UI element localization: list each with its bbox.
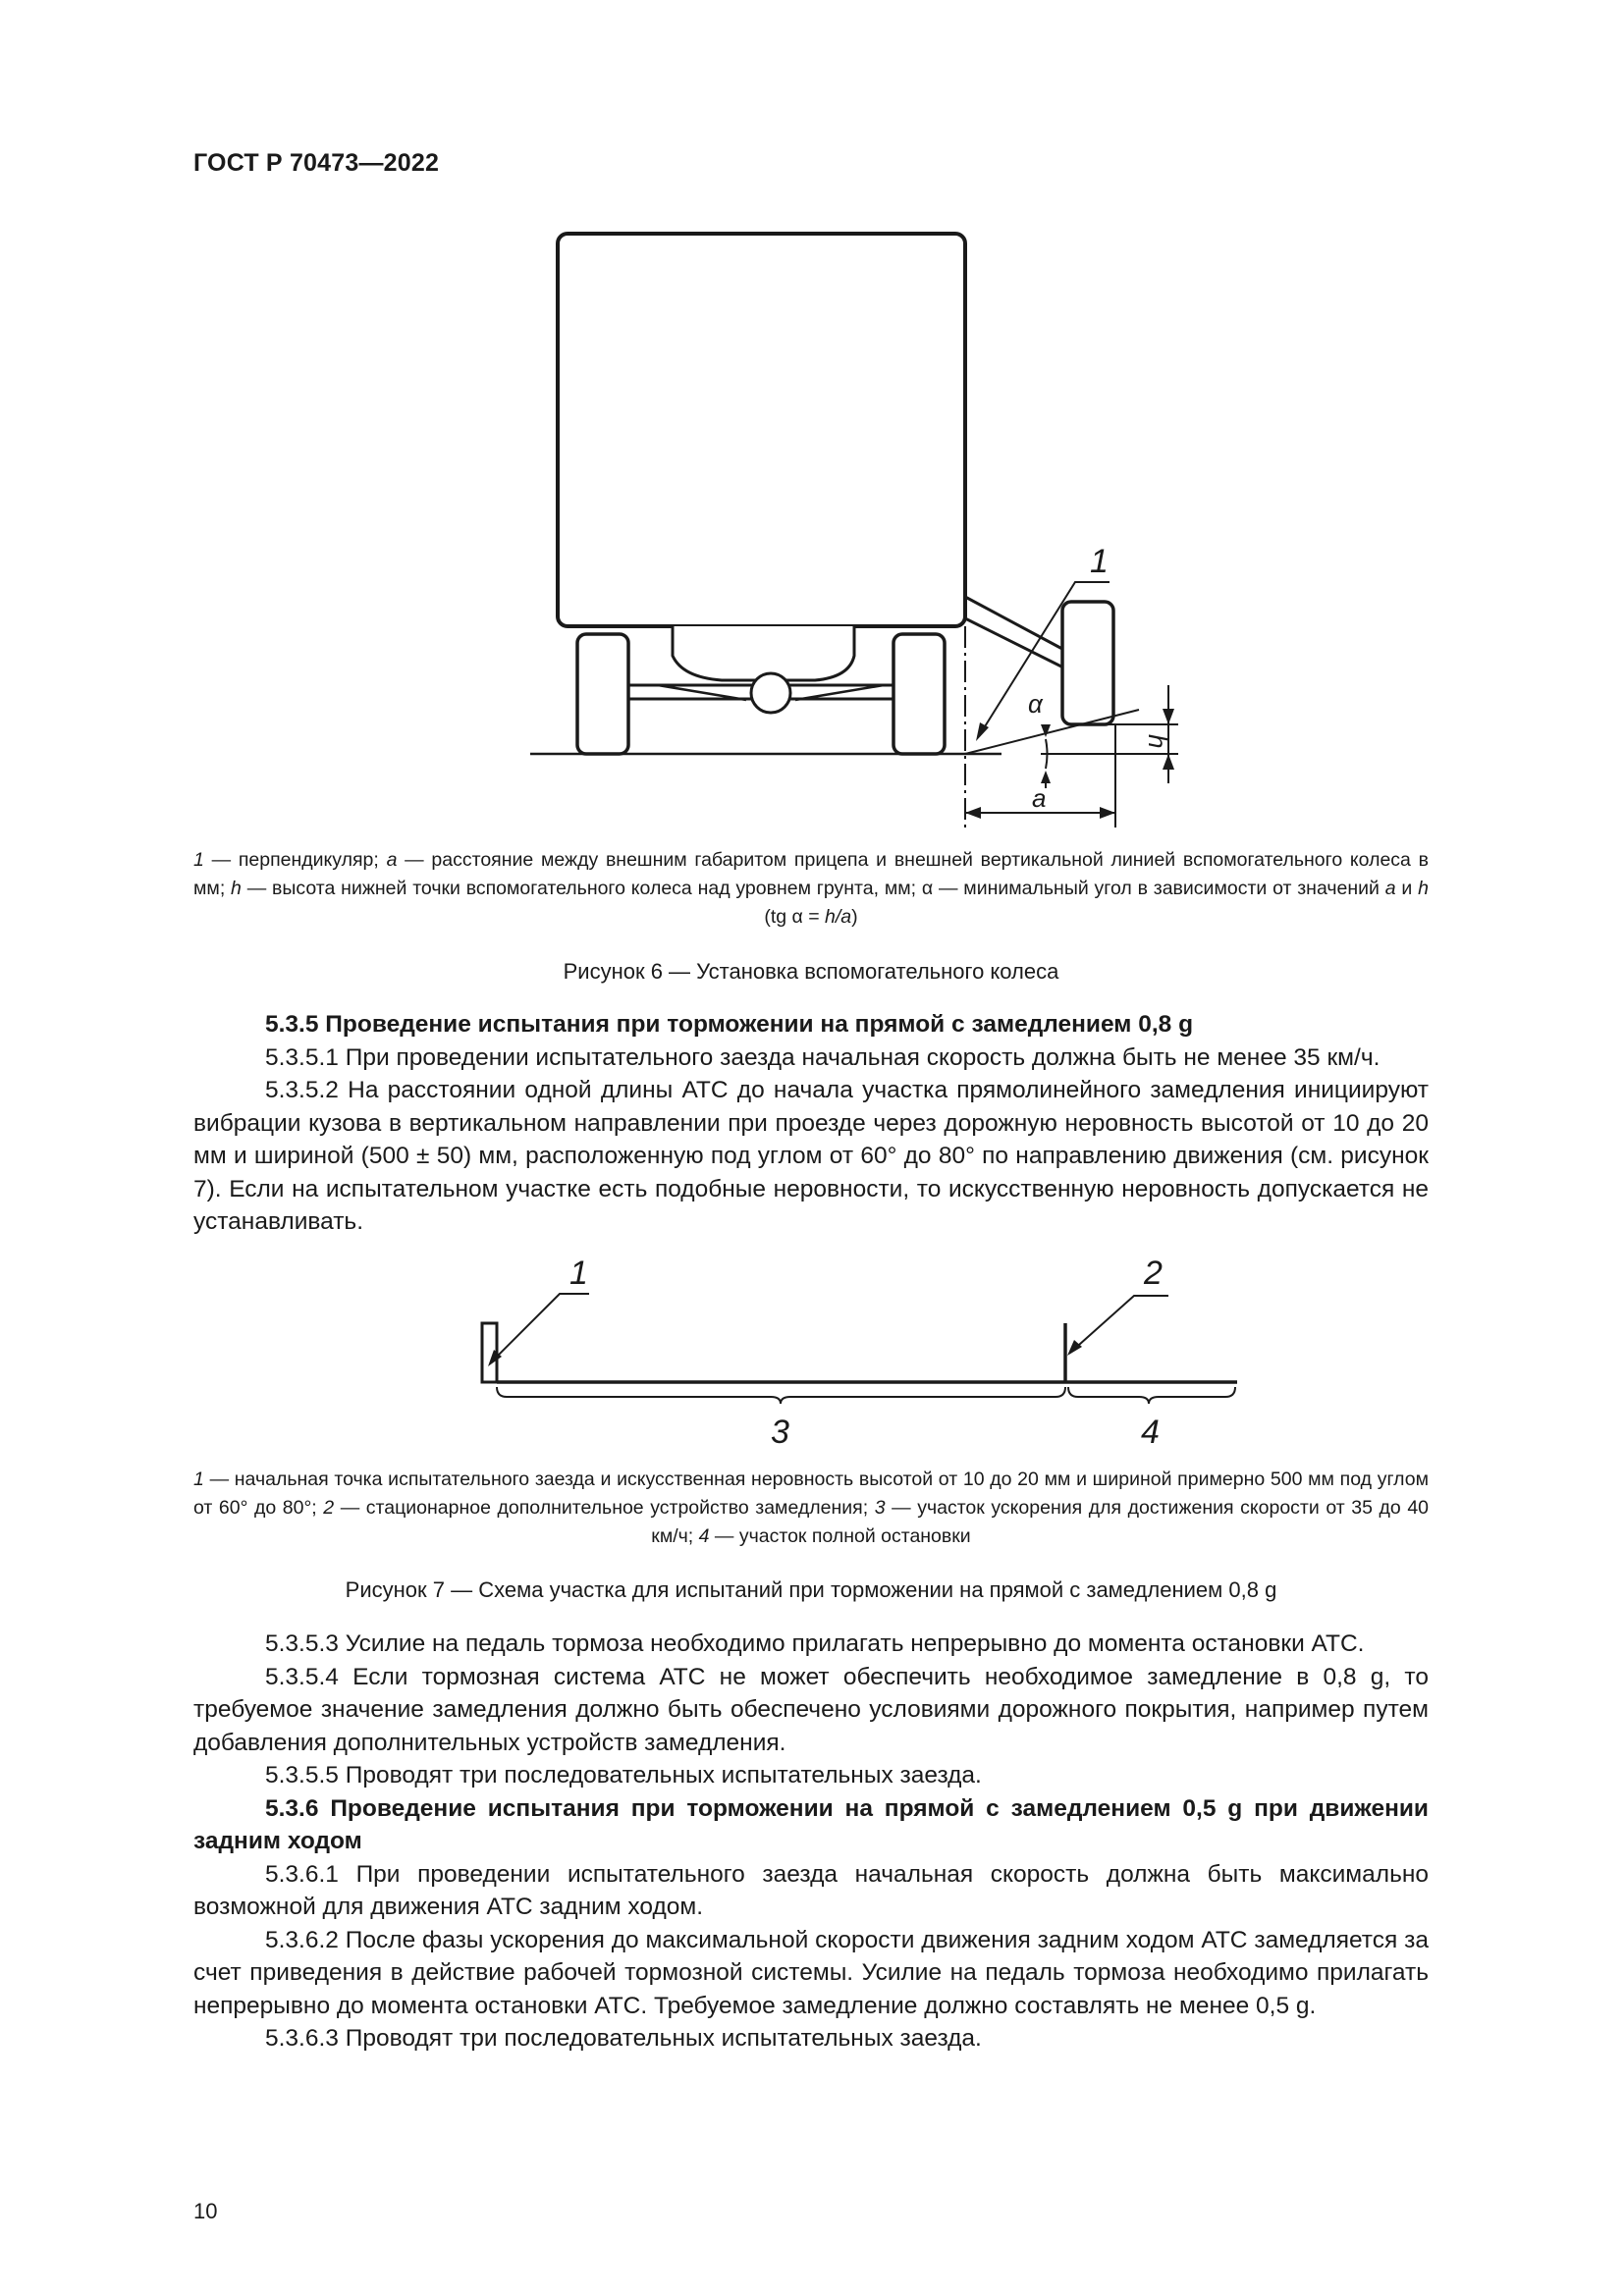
document-code: ГОСТ Р 70473—2022 [193,149,440,177]
paragraph-5-3-5-3: 5.3.5.3 Усилие на педаль тормоза необходимо прилагать непрерывно до момента остановки АТС. [265,1630,1365,1657]
brace-3 [497,1387,1065,1404]
figure-6-trailer-auxiliary-wheel [511,224,1198,832]
leader-2-arrowhead [1067,1340,1082,1356]
h-arrow-top [1163,709,1174,724]
paragraph-5-3-5-2: 5.3.5.2 На расстоянии одной длины АТС до начала участка прямолинейного замедления инициируют вибрации кузова в вертикальном направлении при проезде через дорожную неровность высотой от 10 до 20 мм и шириной (500 ± 50) мм, расположенную под углом от 60° до 80° по направлению движения (см. рисунок 7). Если на испытательном участке есть подобные неровности, то искусственную неровность допускается не устанавливать. [193,1077,1429,1235]
fig7-label-4: 4 [1141,1414,1160,1451]
label-1: 1 [1090,543,1109,580]
label-2-leader [1070,1296,1168,1353]
section-heading-5-3-6: 5.3.6 Проведение испытания при торможении на прямой с замедлением 0,5 g при движении задним ходом [193,1794,1429,1854]
a-arrow-left [965,807,981,819]
brace-4 [1068,1387,1235,1404]
tank [673,626,854,680]
paragraph-5-3-6-1: 5.3.6.1 При проведении испытательного заезда начальная скорость должна быть максимально возможной для движения АТС задним ходом. [193,1860,1429,1920]
fig6-drawing [530,234,1178,828]
paragraph-5-3-5-5: 5.3.5.5 Проводят три последовательных испытательных заезда. [265,1762,982,1789]
axle-hub [751,673,790,713]
page-number: 10 [193,2199,218,2223]
left-wheel [577,634,628,754]
section-heading: 5.3.5 Проведение испытания при торможении на прямой с замедлением 0,8 g [265,1011,1194,1038]
label-h: h [1143,734,1172,749]
section-5-3-5 [193,1008,1429,1239]
leader-arrowhead [976,722,989,741]
fig7-label-2: 2 [1144,1255,1163,1292]
label-a: a [1032,783,1047,813]
figure-6-legend: 1 — перпендикуляр; a — расстояние между внешним габаритом прицепа и внешней вертикальной линией вспомогательного колеса в мм; h — высота нижней точки вспомогательного колеса над уровнем грунта, мм; α — минимальный угол в зависимости от значений a и h (tg α = h/a) [193,849,1430,928]
auxiliary-wheel [1062,602,1113,724]
alpha-arrow-bottom [1041,771,1051,783]
trailer-body [558,234,965,626]
label-alpha: α [1028,689,1043,719]
paragraph-5-3-5-1: 5.3.5.1 При проведении испытательного заезда начальная скорость должна быть не менее 35 км/ч. [265,1043,1380,1071]
figure-7-caption: Рисунок 7 — Схема участка для испытаний при торможении на прямой с замедлением 0,8 g [345,1577,1277,1602]
a-arrow-right [1100,807,1115,819]
h-arrow-bottom [1163,754,1174,770]
label-1-leader [491,1294,589,1362]
paragraph-5-3-6-2: 5.3.6.2 После фазы ускорения до максимальной скорости движения задним ходом АТС замедляется за счет приведения в действие рабочей тормозной системы. Усилие на педаль тормоза необходимо прилагать непрерывно до момента остановки АТС. Требуемое замедление должно составлять не менее 0,5 g. [193,1926,1429,2019]
figure-7-legend: 1 — начальная точка испытательного заезда и искусственная неровность высотой от 10 до 20 мм и шириной примерно 500 мм под углом от 60° до 80°; 2 — стационарное дополнительное устройство замедления; 3 — участок ускорения для достижения скорости от 35 до 40 км/ч; 4 — участок полной остановки [193,1468,1430,1547]
fig7-drawing [482,1294,1237,1404]
figure-7-test-track-scheme [461,1245,1247,1451]
fig7-label-1: 1 [569,1255,588,1292]
figure-6-caption: Рисунок 6 — Установка вспомогательного колеса [563,959,1059,984]
paragraph-5-3-6-3: 5.3.6.3 Проводят три последовательных испытательных заезда. [265,2025,982,2052]
right-wheel [893,634,945,754]
section-5-3-5-continued [193,1628,1429,2056]
paragraph-5-3-5-4: 5.3.5.4 Если тормозная система АТС не может обеспечить необходимое замедление в 0,8 g, то требуемое значение замедления должно быть обеспечено условиями дорожного покрытия, например путем добавления дополнительных устройств замедления. [193,1663,1429,1756]
fig7-arrowheads [488,1340,1082,1366]
fig7-label-3: 3 [771,1414,789,1451]
